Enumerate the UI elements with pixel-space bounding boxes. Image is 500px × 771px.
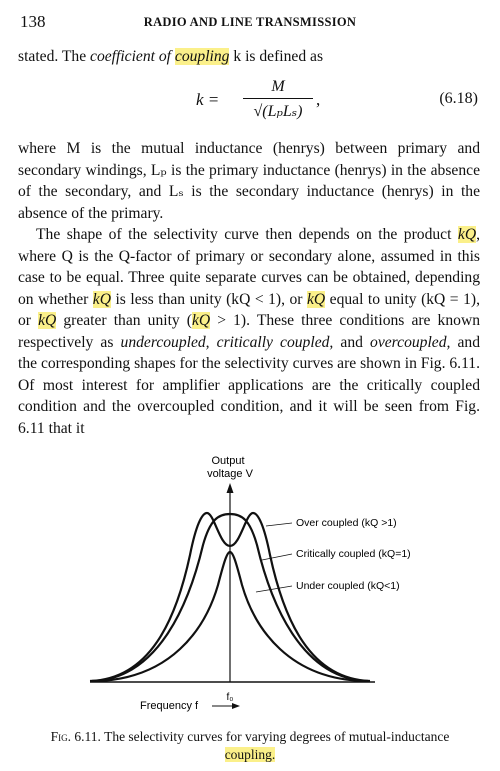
p2-e: greater than unity ( bbox=[56, 312, 192, 329]
y-axis-arrow-icon bbox=[227, 483, 234, 493]
figure-6-11 bbox=[0, 450, 500, 720]
x-axis-label: Frequency f bbox=[140, 700, 199, 712]
p2-a: The shape of the selectivity curve then depends on the product bbox=[36, 226, 458, 243]
highlight-kq: kQ bbox=[38, 312, 57, 329]
p2-h: and the corresponding shapes for the selectivity curves are shown in Fig. 6.11. Of most interest for amplifier applications are the critically coupled condition and the overcoupled condition, and it will be seen from Fig. 6.11 that it bbox=[18, 333, 481, 437]
highlight-kq: kQ bbox=[306, 290, 326, 308]
over-coupled-leader bbox=[266, 523, 292, 526]
x-axis-label-arrow-icon bbox=[232, 703, 240, 709]
highlight-kq: kQ bbox=[457, 226, 477, 243]
highlight-kq: kQ bbox=[191, 312, 211, 329]
intro-emphasis: coefficient of bbox=[90, 48, 175, 65]
highlight-kq: kQ bbox=[92, 290, 111, 308]
p2-f: > 1). These three conditions are known respectively as bbox=[18, 312, 481, 351]
equation-number: (6.18) bbox=[439, 90, 478, 107]
body-text bbox=[18, 138, 480, 439]
p2-c: is less than unity (kQ < 1), or bbox=[110, 290, 307, 308]
intro-post: k is defined as bbox=[229, 48, 324, 65]
equation-lhs: k = bbox=[196, 90, 220, 109]
intro-line bbox=[18, 46, 480, 68]
fraction-bar bbox=[243, 98, 313, 99]
y-axis-label-2: voltage V bbox=[207, 468, 253, 480]
page-header bbox=[20, 12, 480, 32]
y-axis-label-1: Output bbox=[211, 455, 245, 467]
over-coupled-label: Over coupled (kQ >1) bbox=[296, 517, 397, 529]
equation-numerator: M bbox=[271, 78, 285, 95]
page-number: 138 bbox=[20, 12, 46, 31]
term-overcoupled: overcoupled, bbox=[370, 333, 451, 351]
running-title: RADIO AND LINE TRANSMISSION bbox=[143, 15, 357, 29]
paragraph-selectivity bbox=[18, 224, 480, 439]
under-coupled-leader bbox=[256, 586, 292, 592]
highlight-coupling: coupling bbox=[174, 48, 230, 65]
under-coupled-label: Under coupled (kQ<1) bbox=[296, 580, 400, 592]
paragraph-definitions: where M is the mutual inductance (henrys) between primary and secondary windings, Lₚ is the primary inductance (henrys) in the absence of the secondary, and Lₛ is the secondary inductance (henrys) in the absence of the primary. bbox=[18, 140, 480, 222]
p2-b: , where Q is the Q-factor of primary or secondary alone, assumed in this case to be equal. Three quite separate curves can be obtained, depending on whether bbox=[18, 226, 480, 308]
highlight-coupling-caption: coupling. bbox=[224, 747, 276, 762]
critically-coupled-label: Critically coupled (kQ=1) bbox=[296, 548, 411, 560]
caption-text: The selectivity curves for varying degrees of mutual-inductance bbox=[100, 729, 450, 744]
selectivity-diagram bbox=[0, 450, 500, 720]
p2-d: equal to unity (kQ = 1), or bbox=[18, 290, 480, 329]
equation-fraction bbox=[243, 78, 313, 121]
p2-g: and bbox=[333, 333, 371, 351]
center-frequency-label: f₀ bbox=[226, 692, 234, 703]
critically-coupled-leader bbox=[262, 554, 292, 560]
term-undercoupled: undercoupled, critically coupled, bbox=[120, 333, 334, 351]
caption-figure-number: Fig. 6.11. bbox=[50, 729, 101, 744]
equation-denominator: √(LₚLₛ) bbox=[253, 103, 303, 120]
figure-caption bbox=[30, 728, 470, 764]
intro-pre: stated. The bbox=[18, 48, 91, 65]
equation-6-18 bbox=[18, 78, 480, 126]
equation-comma: , bbox=[316, 90, 321, 109]
